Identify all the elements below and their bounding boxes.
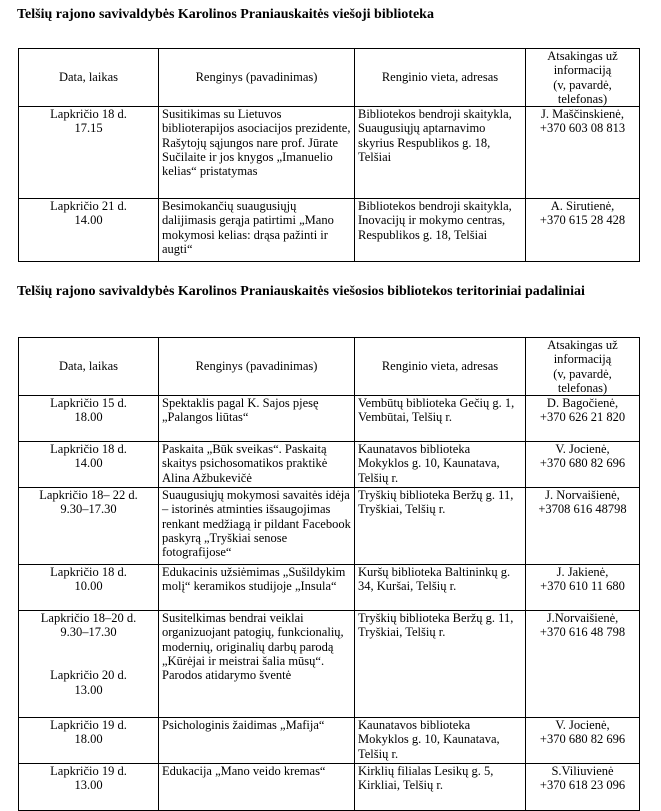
cell-contact [526,442,640,488]
date-line: Lapkričio 21 d. [50,199,127,214]
event-text: Susitelkimas bendrai veiklai organizuojant patogių, funkcionalių, modernių, originalių darbų parodą „Kūrėjai ir meistrai šalia mūsų“. [162,611,344,669]
spacer [22,640,155,654]
cell-event: Psichologinis žaidimas „Mafija“ [159,718,355,764]
cell-place: Kuršų biblioteka Baltininkų g. 34, Kuršai, Telšių r. [355,565,526,611]
table-row [19,611,640,718]
cell-contact [526,611,640,718]
cell-date [19,396,159,442]
cell-contact [526,565,640,611]
cell-date [19,488,159,565]
cell-place: Kaunatavos biblioteka Mokyklos g. 10, Kaunatava, Telšių r. [355,442,526,488]
header-date: Data, laikas [19,338,159,396]
time-line: 17.15 [74,121,103,136]
cell-event: Susitikimas su Lietuvos biblioterapijos asociacijos prezidente, Rašytojų sąjungos nare prof. Jūrate Sučilaite ir jos knygos „Imanuelio kelias“ pristatymas [159,107,355,199]
cell-event: Edukacija „Mano veido kremas“ [159,764,355,811]
contact-name: V. Jocienė, [555,718,610,733]
cell-date [19,565,159,611]
cell-event: Spektaklis pagal K. Sajos pjesę „Palangos liūtas“ [159,396,355,442]
header-event: Renginys (pavadinimas) [159,338,355,396]
cell-date [19,199,159,262]
cell-date [19,442,159,488]
contact-name: A. Sirutienė, [550,199,615,214]
cell-place: Vembūtų biblioteka Gečių g. 1, Vembūtai, Telšių r. [355,396,526,442]
cell-event: Besimokančių suaugusiųjų dalijimasis gerąja patirtimi „Mano mokymosi kelias: drąsa pažinti ir augti“ [159,199,355,262]
cell-place: Kirklių filialas Lesikų g. 5, Kirkliai, Telšių r. [355,764,526,811]
header-date: Data, laikas [19,49,159,107]
contact-phone: +370 616 48 798 [539,625,626,640]
header-row [19,49,640,107]
contact-phone: +370 615 28 428 [539,213,626,228]
date-line: Lapkričio 19 d. [50,764,127,779]
section2-title: Telšių rajono savivaldybės Karolinos Praniauskaitės viešosios bibliotekos teritoriniai padaliniai [17,284,585,299]
cell-contact [526,718,640,764]
time-line: 9.30–17.30 [60,625,117,640]
date-line: Lapkričio 19 d. [50,718,127,733]
cell-event [159,611,355,718]
cell-contact [526,199,640,262]
cell-event: Paskaita „Būk sveikas“. Paskaitą skaitys psichosomatikos praktikė Alina Ažbukevičė [159,442,355,488]
time-line: 13.00 [74,682,103,697]
contact-phone: +370 603 08 813 [539,121,626,136]
date-line: Lapkričio 18 d. [50,107,127,122]
section1-table [18,48,640,262]
time-line: 9.30–17.30 [60,502,117,517]
section2-table [18,337,640,811]
header-place: Renginio vieta, adresas [355,338,526,396]
header-contact-line: Atsakingas už [547,338,618,352]
contact-phone: +370 610 11 680 [540,579,625,594]
time-line: 13.00 [74,778,103,793]
contact-name: V. Jocienė, [555,442,610,457]
table-row [19,565,640,611]
cell-event: Suaugusiųjų mokymosi savaitės idėja – istorinės atminties išsaugojimas renkant medžiagą ir pildant Facebook paskyrą „Tryškiai senose fotografijose“ [159,488,355,565]
event-text: Parodos atidarymo šventė [162,668,292,683]
header-contact [526,49,640,107]
date-line: Lapkričio 18 d. [50,442,127,457]
time-line: 14.00 [74,456,103,471]
cell-place: Bibliotekos bendroji skaitykla, Suaugusiųjų aptarnavimo skyrius Respublikos g. 18, Telšiai [355,107,526,199]
header-contact-line: (v, pavardė, telefonas) [553,77,612,106]
header-row [19,338,640,396]
time-line: 18.00 [74,732,103,747]
contact-phone: +370 680 82 696 [539,732,626,747]
cell-place: Bibliotekos bendroji skaitykla, Inovacijų ir mokymo centras, Respublikos g. 18, Telšiai [355,199,526,262]
cell-contact [526,488,640,565]
cell-place: Tryškių biblioteka Beržų g. 11, Tryškiai, Telšių r. [355,611,526,718]
date-line: Lapkričio 18–20 d. [40,611,137,626]
contact-name: J. Norvaišienė, [545,488,620,503]
date-line: Lapkričio 18– 22 d. [39,488,138,503]
date-line: Lapkričio 15 d. [50,396,127,411]
cell-date [19,107,159,199]
contact-name: J. Maščinskienė, [541,107,624,122]
date-line: Lapkričio 20 d. [50,668,127,683]
header-contact-line: Atsakingas už [547,49,618,63]
header-place: Renginio vieta, adresas [355,49,526,107]
contact-phone: +370 618 23 096 [539,778,626,793]
cell-date [19,764,159,811]
table-row [19,718,640,764]
cell-contact [526,396,640,442]
cell-date [19,718,159,764]
contact-name: J. Jakienė, [556,565,609,580]
time-line: 14.00 [74,213,103,228]
date-line: Lapkričio 18 d. [50,565,127,580]
header-contact-line: informaciją [553,352,612,367]
contact-name: S.Viliuvienė [551,764,614,779]
cell-place: Kaunatavos biblioteka Mokyklos g. 10, Kaunatava, Telšių r. [355,718,526,764]
section1-title: Telšių rajono savivaldybės Karolinos Praniauskaitės viešoji biblioteka [17,7,434,22]
table-row [19,107,640,199]
table-row [19,764,640,811]
table-row [19,442,640,488]
spacer [22,654,155,668]
table-row [19,396,640,442]
cell-event: Edukacinis užsiėmimas „Sušildykim molį“ keramikos studijoje „Insula“ [159,565,355,611]
header-contact-line: informaciją [553,63,612,78]
cell-contact [526,764,640,811]
time-line: 10.00 [74,579,103,594]
contact-phone: +370 626 21 820 [539,410,626,425]
time-line: 18.00 [74,410,103,425]
contact-name: D. Bagočienė, [546,396,619,411]
contact-phone: +3708 616 48798 [538,502,627,517]
cell-contact [526,107,640,199]
cell-date [19,611,159,718]
contact-phone: +370 680 82 696 [539,456,626,471]
header-contact [526,338,640,396]
table-row [19,199,640,262]
cell-place: Tryškių biblioteka Beržų g. 11, Tryškiai, Telšių r. [355,488,526,565]
header-event: Renginys (pavadinimas) [159,49,355,107]
header-contact-line: (v, pavardė, telefonas) [553,366,612,395]
contact-name: J.Norvaišienė, [546,611,619,626]
table-row [19,488,640,565]
